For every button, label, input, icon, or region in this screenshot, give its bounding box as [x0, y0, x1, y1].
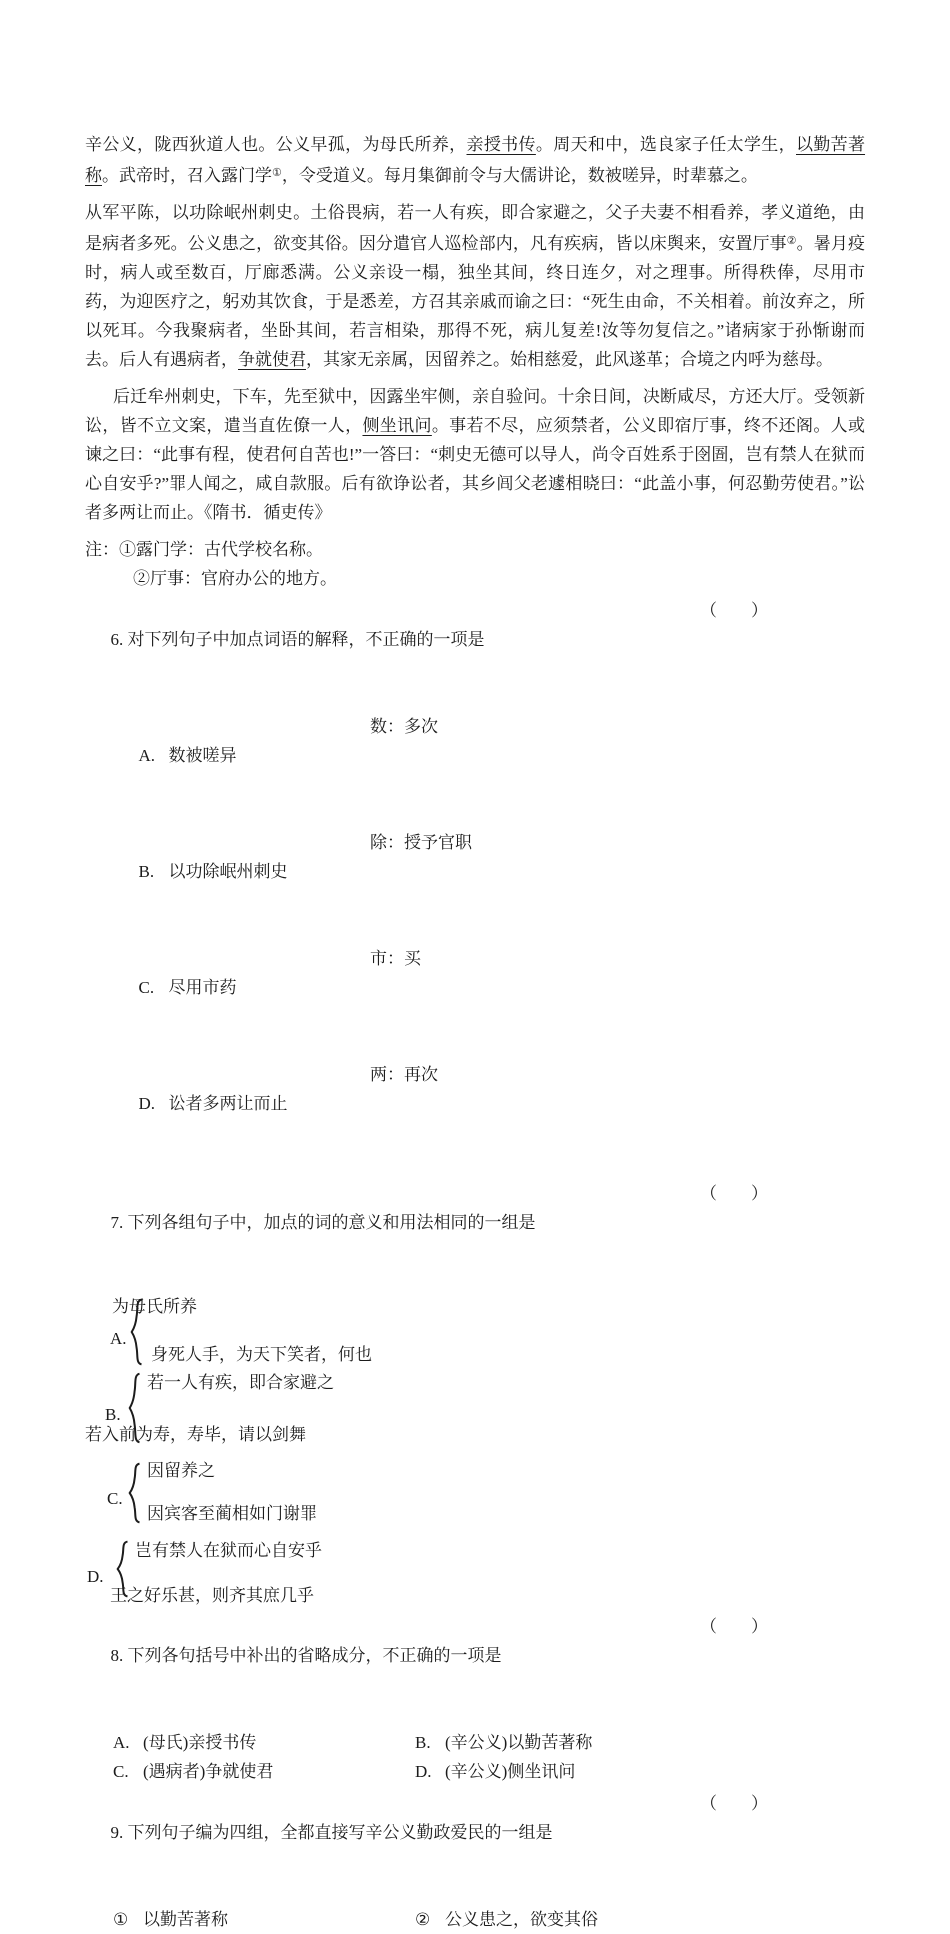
question-7-groups: [85, 1297, 865, 1609]
question-6-option-a: [85, 712, 865, 828]
answer-bracket: （ ）: [700, 1184, 768, 1203]
question-7-group-a: [85, 1297, 865, 1367]
option-label: C.: [113, 1762, 129, 1781]
question-9-item-1: [113, 1905, 415, 1934]
group-label: C.: [107, 1489, 123, 1508]
question-7-stem: [85, 1179, 865, 1295]
footnote-1: 注：①露门学：古代学校名称。: [85, 540, 323, 559]
answer-bracket: （ ）: [700, 601, 768, 620]
question-9-item-2: [415, 1905, 717, 1934]
question-9: [85, 1789, 865, 1934]
footnote-2: ②厅事：官府办公的地方。: [133, 569, 337, 588]
item-number: ①: [113, 1910, 129, 1929]
option-label: C.: [138, 978, 155, 997]
question-6-option-c: [85, 944, 865, 1060]
group-sentence-2: 身死人手，为天下笑者，何也: [151, 1345, 372, 1364]
group-label: D.: [87, 1567, 104, 1586]
option-gloss: 市：买: [370, 949, 421, 968]
classical-passage: [85, 130, 865, 527]
question-9-items-row: [85, 1905, 865, 1934]
option-gloss: 两：再次: [370, 1065, 438, 1084]
option-text: 讼者多两让而止: [168, 1094, 288, 1113]
brace-icon: [129, 1463, 143, 1523]
question-7-stem-text: 7. 下列各组句子中，加点的词的意义和用法相同的一组是: [110, 1213, 536, 1232]
brace-icon: [131, 1299, 145, 1365]
question-6-stem-text: 6. 对下列句子中加点词语的解释，不正确的一项是: [110, 630, 485, 649]
option-text: 尽用市药: [168, 978, 237, 997]
question-6: [85, 596, 865, 1176]
option-text: (辛公义)侧坐讯问: [445, 1762, 576, 1781]
footnotes: [85, 535, 865, 593]
question-7-group-d: [85, 1539, 865, 1609]
item-text: 公义患之，欲变其俗: [445, 1910, 598, 1929]
question-8-option-d: [415, 1757, 717, 1786]
question-8-option-b: [415, 1728, 717, 1757]
question-9-stem-text: 9. 下列句子编为四组，全都直接写辛公义勤政爱民的一组是: [110, 1823, 553, 1842]
group-label: A.: [110, 1329, 127, 1348]
option-label: A.: [113, 1733, 130, 1752]
group-sentence-1: 为母氏所养: [112, 1297, 197, 1316]
group-sentence-1: 岂有禁人在狱而心自安乎: [135, 1541, 322, 1560]
option-label: D.: [415, 1762, 432, 1781]
question-8: [85, 1612, 865, 1786]
option-label: D.: [138, 1094, 156, 1113]
question-7-group-b: [85, 1371, 865, 1451]
option-text: 数被嗟异: [168, 746, 237, 765]
question-7: [85, 1179, 865, 1609]
option-text: (遇病者)争就使君: [143, 1762, 274, 1781]
passage-paragraph-3: 后迁牟州刺史，下车，先至狱中，因露坐牢侧，亲自验问。十余日间，决断咸尽，方还大厅。受领新讼，皆不立文案，遣当直佐僚一人，侧坐讯问。事若不尽，应须禁者，公义即宿厅事，终不还阁。人或谏之曰：“此事有程，使君何自苦也!”一答曰：“刺史无德可以导人，尚令百姓系于囹圄，岂有禁人在狱而心自安乎?”罪人闻之，咸自款服。后有欲诤讼者，其乡闾父老遽相晓曰：“此盖小事，何忍勤劳使君。”讼者多两让而止。《隋书．循吏传》: [85, 387, 866, 522]
group-sentence-1: 若一人有疾，即合家避之: [147, 1373, 334, 1392]
group-sentence-2: 王之好乐甚，则齐其庶几乎: [110, 1586, 314, 1605]
option-text: (母氏)亲授书传: [143, 1733, 257, 1752]
answer-bracket: （ ）: [700, 1617, 768, 1636]
question-9-stem: [85, 1789, 865, 1905]
question-7-group-c: [85, 1461, 865, 1531]
option-text: (辛公义)以勤苦著称: [445, 1733, 593, 1752]
option-label: B.: [138, 862, 155, 881]
question-6-option-d: [85, 1060, 865, 1176]
option-text: 以功除岷州刺史: [168, 862, 288, 881]
question-8-stem: [85, 1612, 865, 1728]
passage-paragraph-1: 辛公义，陇西狄道人也。公义早孤，为母氏所养，亲授书传。周天和中，选良家子任太学生，以勤苦著称。武帝时，召入露门学①，令受道义。每月集御前令与大儒讲论，数被嗟异，时辈慕之。: [85, 135, 866, 185]
passage-paragraph-2: 从军平陈，以功除岷州刺史。土俗畏病，若一人有疾，即合家避之，父子夫妻不相看养，孝义道绝，由是病者多死。公义患之，欲变其俗。因分遣官人巡检部内，凡有疾病，皆以床舆来，安置厅事②。暑月疫时，病人或至数百，厅廊悉满。公义亲设一榻，独坐其间，终日连夕，对之理事。所得秩俸，尽用市药，为迎医疗之，躬劝其饮食，于是悉差，方召其亲戚而谕之曰：“死生由命，不关相着。前汝弃之，所以死耳。今我聚病者，坐卧其间，若言相染，那得不死，病儿复差!汝等勿复信之。”诸病家于孙惭谢而去。后人有遇病者，争就使君，其家无亲属，因留养之。始相慈爱，此风遂革；合境之内呼为慈母。: [85, 203, 865, 369]
question-6-option-b: [85, 828, 865, 944]
question-8-option-c: [113, 1757, 415, 1786]
question-8-option-a: [113, 1728, 415, 1757]
option-label: A.: [138, 746, 156, 765]
option-gloss: 除：授予官职: [370, 833, 472, 852]
option-label: B.: [415, 1733, 431, 1752]
question-8-stem-text: 8. 下列各句括号中补出的省略成分，不正确的一项是: [110, 1646, 502, 1665]
group-label: B.: [105, 1405, 121, 1424]
option-gloss: 数：多次: [370, 717, 438, 736]
question-8-options-row-1: [85, 1728, 865, 1757]
item-text: 以勤苦著称: [143, 1910, 228, 1929]
question-8-options-row-2: [85, 1757, 865, 1786]
group-sentence-2: 若入前为寿，寿毕，请以剑舞: [85, 1425, 306, 1444]
item-number: ②: [415, 1910, 431, 1929]
group-sentence-2: 因宾客至蔺相如门谢罪: [147, 1504, 317, 1523]
group-sentence-1: 因留养之: [147, 1461, 215, 1480]
question-6-stem: [85, 596, 865, 712]
answer-bracket: （ ）: [700, 1794, 768, 1813]
